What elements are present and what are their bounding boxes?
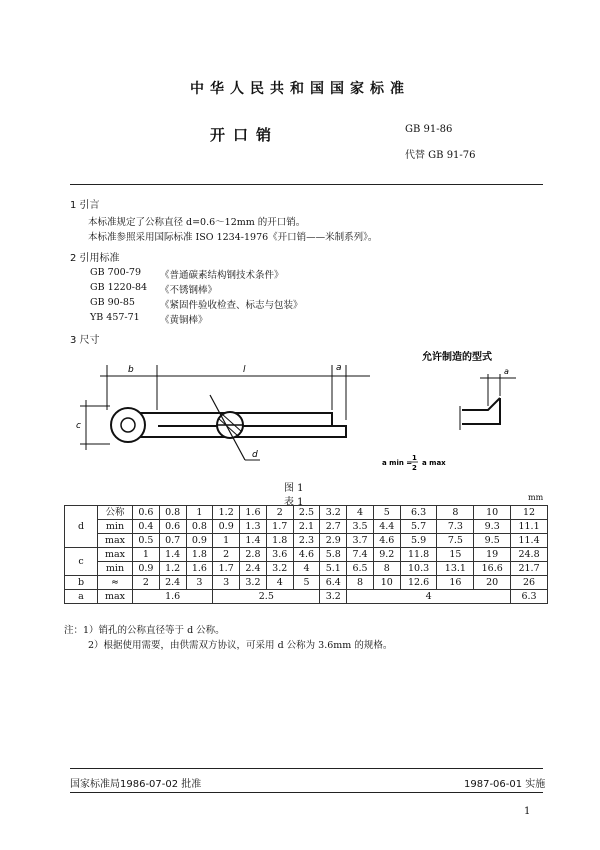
sub-label: min — [98, 562, 133, 576]
table-cell: 4.4 — [373, 520, 400, 534]
table-cell: 4 — [347, 590, 511, 604]
dimension-table — [64, 505, 548, 604]
table-row — [65, 520, 548, 534]
table-cell: 1 — [186, 506, 213, 520]
table-cell: 19 — [474, 548, 511, 562]
formula-numerator: 1 — [412, 454, 417, 462]
table-cell: 2 — [133, 576, 160, 590]
table-cell: 3.2 — [320, 506, 347, 520]
table-cell: 16.6 — [474, 562, 511, 576]
table-cell: 9.5 — [474, 534, 511, 548]
table-cell: 4 — [293, 562, 320, 576]
sub-label: ≈ — [98, 576, 133, 590]
table-row — [65, 576, 548, 590]
formula-right: a max — [422, 459, 446, 467]
ref-title: 《黄铜棒》 — [160, 315, 208, 326]
table-cell: 10 — [474, 506, 511, 520]
ref-title: 《不锈钢棒》 — [160, 285, 218, 296]
table-cell: 2.1 — [293, 520, 320, 534]
table-cell: 24.8 — [511, 548, 548, 562]
table-cell: 1.2 — [213, 506, 240, 520]
table-cell: 2.8 — [240, 548, 267, 562]
table-cell: 2.3 — [293, 534, 320, 548]
table-cell: 4 — [347, 506, 374, 520]
table-cell: 5.8 — [320, 548, 347, 562]
section-2-heading: 2 引用标准 — [70, 253, 120, 264]
row-label-d: d — [65, 506, 98, 548]
approval-date: 国家标准局1986-07-02 批准 — [70, 779, 202, 790]
table-row — [65, 590, 548, 604]
table-cell: 0.8 — [159, 506, 186, 520]
table-cell: 12.6 — [400, 576, 437, 590]
section-3-heading: 3 尺寸 — [70, 335, 100, 346]
table-cell: 11.1 — [511, 520, 548, 534]
table-cell: 5.7 — [400, 520, 437, 534]
table-cell: 4.6 — [373, 534, 400, 548]
table-cell: 1.7 — [266, 520, 293, 534]
table-cell: 5 — [373, 506, 400, 520]
label-b: b — [128, 365, 134, 375]
row-label-b: b — [65, 576, 98, 590]
table-cell: 11.8 — [400, 548, 437, 562]
row-label-c: c — [65, 548, 98, 576]
table-cell: 0.9 — [213, 520, 240, 534]
figure-caption: 图 1 — [284, 483, 304, 494]
table-cell: 6.3 — [511, 590, 548, 604]
table-cell: 7.3 — [437, 520, 474, 534]
table-cell: 6.5 — [347, 562, 374, 576]
note-1: 注：1）销孔的公称直径等于 d 公称。 — [64, 625, 225, 636]
table-cell: 1.2 — [159, 562, 186, 576]
label-a: a — [336, 363, 342, 373]
ref-title: 《普通碳素结构钢技术条件》 — [160, 270, 284, 281]
table-cell: 2.7 — [320, 520, 347, 534]
table-cell: 0.9 — [133, 562, 160, 576]
table-cell: 3.7 — [347, 534, 374, 548]
standard-number: GB 91-86 — [405, 124, 453, 135]
table-cell: 3.5 — [347, 520, 374, 534]
allowed-type-label: 允许制造的型式 — [422, 352, 492, 363]
table-cell: 2 — [213, 548, 240, 562]
table-cell: 2.5 — [293, 506, 320, 520]
header-rule — [70, 184, 543, 185]
table-unit: mm — [528, 493, 544, 502]
table-cell: 5 — [293, 576, 320, 590]
ref-code: YB 457-71 — [90, 312, 140, 323]
table-cell: 7.4 — [347, 548, 374, 562]
replaces-standard: 代替 GB 91-76 — [405, 150, 476, 161]
table-cell: 9.3 — [474, 520, 511, 534]
table-cell: 0.4 — [133, 520, 160, 534]
table-cell: 1.8 — [266, 534, 293, 548]
table-cell: 0.5 — [133, 534, 160, 548]
table-cell: 0.8 — [186, 520, 213, 534]
formula-left: a min = — [382, 459, 413, 467]
inset-label-a: a — [504, 367, 509, 376]
table-cell: 8 — [437, 506, 474, 520]
table-cell: 5.9 — [400, 534, 437, 548]
table-cell: 13.1 — [437, 562, 474, 576]
table-cell: 26 — [511, 576, 548, 590]
ref-code: GB 700-79 — [90, 267, 142, 278]
effective-date: 1987-06-01 实施 — [464, 779, 546, 790]
table-cell: 1.3 — [240, 520, 267, 534]
table-cell: 1.8 — [186, 548, 213, 562]
table-cell: 3.2 — [240, 576, 267, 590]
table-row — [65, 534, 548, 548]
table-cell: 4.6 — [293, 548, 320, 562]
table-cell: 3 — [186, 576, 213, 590]
table-cell: 8 — [347, 576, 374, 590]
cotter-pin-drawing — [60, 340, 550, 480]
table-cell: 10.3 — [400, 562, 437, 576]
table-cell: 3.2 — [320, 590, 347, 604]
sub-label: max — [98, 534, 133, 548]
table-cell: 9.2 — [373, 548, 400, 562]
table-cell: 1 — [213, 534, 240, 548]
table-cell: 6.3 — [400, 506, 437, 520]
table-cell: 1.6 — [240, 506, 267, 520]
table-row — [65, 562, 548, 576]
table-cell: 3 — [213, 576, 240, 590]
table-cell: 0.6 — [159, 520, 186, 534]
table-cell: 1.4 — [240, 534, 267, 548]
ref-code: GB 90-85 — [90, 297, 135, 308]
section-1-para-2: 本标准参照采用国际标准 ISO 1234-1976《开口销——米制系列》。 — [88, 232, 378, 243]
table-cell: 2.5 — [213, 590, 320, 604]
table-cell: 21.7 — [511, 562, 548, 576]
row-label-a: a — [65, 590, 98, 604]
table-cell: 2.4 — [240, 562, 267, 576]
table-cell: 1.6 — [133, 590, 213, 604]
section-1-para-1: 本标准规定了公称直径 d=0.6～12mm 的开口销。 — [88, 217, 306, 228]
table-cell: 2.9 — [320, 534, 347, 548]
section-1-heading: 1 引言 — [70, 200, 100, 211]
page-number: 1 — [524, 806, 531, 817]
footer-rule — [70, 768, 543, 769]
ref-title: 《紧固件验收检查、标志与包装》 — [160, 300, 303, 311]
table-cell: 4 — [266, 576, 293, 590]
label-d: d — [252, 450, 258, 460]
table-cell: 7.5 — [437, 534, 474, 548]
table-cell: 1.6 — [186, 562, 213, 576]
table-cell: 11.4 — [511, 534, 548, 548]
page-title: 开口销 — [210, 126, 280, 144]
footer-bottom-rule — [70, 792, 543, 793]
table-cell: 16 — [437, 576, 474, 590]
table-cell: 3.2 — [266, 562, 293, 576]
table-cell: 0.7 — [159, 534, 186, 548]
table-cell: 0.6 — [133, 506, 160, 520]
sub-label: 公称 — [98, 506, 133, 520]
table-caption: 表 1 — [284, 497, 304, 508]
formula-denominator: 2 — [412, 464, 417, 472]
table-cell: 0.9 — [186, 534, 213, 548]
table-row — [65, 506, 548, 520]
table-row — [65, 548, 548, 562]
standard-org: 中华人民共和国国家标准 — [190, 81, 410, 97]
sub-label: max — [98, 590, 133, 604]
label-c: c — [76, 421, 81, 431]
label-l: l — [243, 365, 246, 375]
table-cell: 2 — [266, 506, 293, 520]
table-cell: 12 — [511, 506, 548, 520]
table-cell: 1 — [133, 548, 160, 562]
table-cell: 15 — [437, 548, 474, 562]
table-cell: 2.4 — [159, 576, 186, 590]
table-cell: 1.7 — [213, 562, 240, 576]
sub-label: max — [98, 548, 133, 562]
table-cell: 20 — [474, 576, 511, 590]
sub-label: min — [98, 520, 133, 534]
note-2: 2）根据使用需要，由供需双方协议，可采用 d 公称为 3.6mm 的规格。 — [88, 640, 393, 651]
table-cell: 8 — [373, 562, 400, 576]
table-cell: 3.6 — [266, 548, 293, 562]
ref-code: GB 1220-84 — [90, 282, 148, 293]
table-cell: 10 — [373, 576, 400, 590]
table-cell: 1.4 — [159, 548, 186, 562]
table-cell: 5.1 — [320, 562, 347, 576]
table-cell: 6.4 — [320, 576, 347, 590]
